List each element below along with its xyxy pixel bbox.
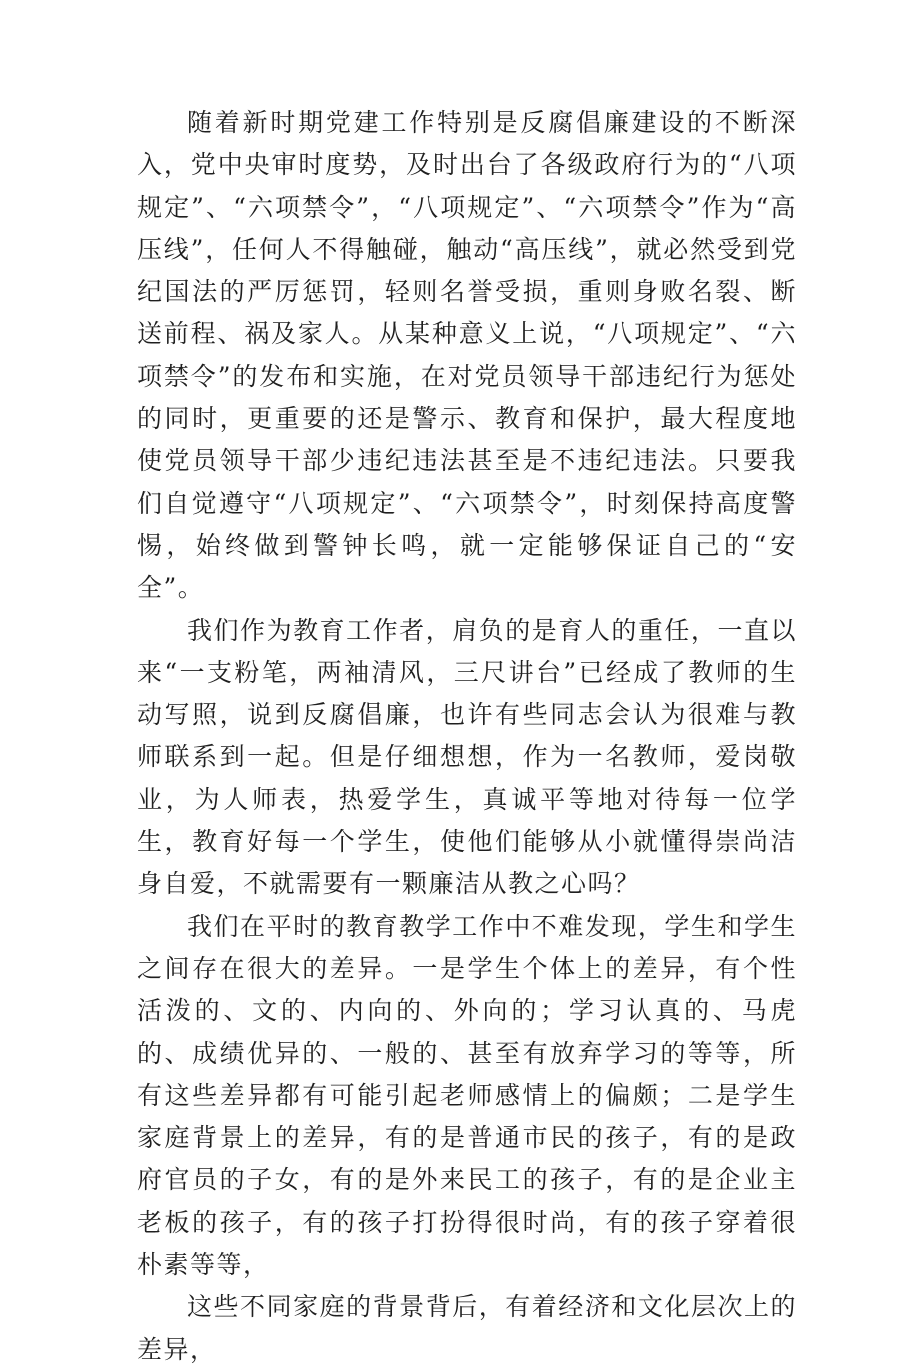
paragraph-1: 随着新时期党建工作特别是反腐倡廉建设的不断深入，党中央审时度势，及时出台了各级政府行为的“八项规定”、“六项禁令”，“八项规定”、“六项禁令”作为“高压线”，任何人不得触碰，触动“高压线”，就必然受到党纪国法的严厉惩罚，轻则名誉受损，重则身败名裂、断送前程、祸及家人。从某种意义上说，“八项规定”、“六项禁令”的发布和实施，在对党员领导干部违纪行为惩处的同时，更重要的还是警示、教育和保护，最大程度地使党员领导干部少违纪违法甚至是不违纪违法。只要我们自觉遵守“八项规定”、“六项禁令”，时刻保持高度警惕，始终做到警钟长鸣，就一定能够保证自己的“安全”。 [137, 108, 797, 603]
paragraph-4: 这些不同家庭的背景背后，有着经济和文化层次上的差异， [137, 1292, 797, 1364]
paragraph-3: 我们在平时的教育教学工作中不难发现，学生和学生之间存在很大的差异。一是学生个体上的差异，有个性活泼的、文的、内向的、外向的；学习认真的、马虎的、成绩优异的、一般的、甚至有放弃学习的等等，所有这些差异都有可能引起老师感情上的偏颇；二是学生家庭背景上的差异，有的是普通市民的孩子，有的是政府官员的子女，有的是外来民工的孩子，有的是企业主老板的孩子，有的孩子打扮得很时尚，有的孩子穿着很朴素等等， [137, 911, 797, 1280]
paragraph-2: 我们作为教育工作者，肩负的是育人的重任，一直以来“一支粉笔，两袖清风，三尺讲台”已经成了教师的生动写照，说到反腐倡廉，也许有些同志会认为很难与教师联系到一起。但是仔细想想，作为一名教师，爱岗敬业，为人师表，热爱学生，真诚平等地对待每一位学生，教育好每一个学生，使他们能够从小就懂得崇尚洁身自爱，不就需要有一颗廉洁从教之心吗？ [137, 615, 797, 899]
document-body [137, 102, 797, 1371]
